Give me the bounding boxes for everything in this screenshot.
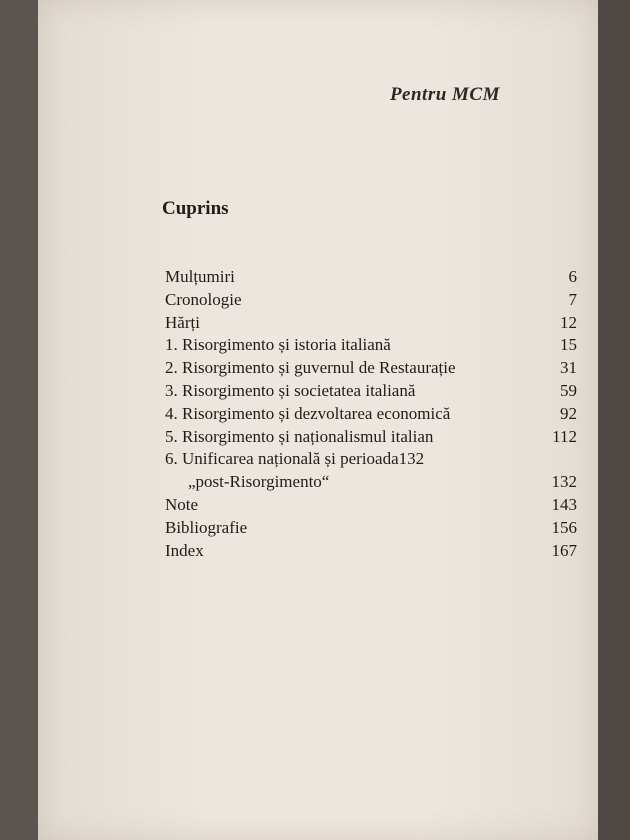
toc-entry-label: 6. Unificarea națională și perioada132 (165, 449, 425, 469)
toc-entry (165, 380, 577, 403)
toc-entry (165, 540, 577, 563)
book-page (38, 0, 598, 840)
toc-entry-page: 167 (551, 540, 577, 560)
toc-entry-page: 31 (560, 358, 577, 378)
toc-entry-page: 112 (552, 426, 577, 446)
toc-entry-page: 92 (560, 403, 577, 423)
toc-entry-page: 7 (568, 289, 577, 309)
toc-entry-label: Bibliografie (165, 517, 248, 537)
toc-entry-label: Hărți (165, 312, 200, 332)
toc-entry-label: 3. Risorgimento și societatea italiană (165, 380, 416, 400)
toc-entry-page: 156 (551, 517, 577, 537)
toc-title: Cuprins (162, 198, 229, 219)
toc-entry (165, 334, 577, 357)
toc-entry (165, 312, 577, 335)
toc-entry-label: 5. Risorgimento și naționalismul italian (165, 426, 434, 446)
toc-entry (165, 266, 577, 289)
toc-entry-label: „post-Risorgimento“ (188, 472, 330, 492)
toc-entry-page: 143 (551, 494, 577, 514)
toc-entry-page: 132 (551, 472, 577, 492)
toc-entry (165, 517, 577, 540)
toc-entry (165, 357, 577, 380)
book-edge (598, 0, 630, 840)
toc-entry-page: 59 (560, 380, 577, 400)
toc-entry (165, 289, 577, 312)
toc-entry-label: 1. Risorgimento și istoria italiană (165, 335, 391, 355)
toc-entry (165, 471, 577, 494)
toc-entry-label: Cronologie (165, 289, 242, 309)
toc-entry-label: Note (165, 494, 199, 514)
toc-entry-page: 15 (560, 335, 577, 355)
toc-entry-label: Index (165, 540, 204, 560)
toc-entry-label: Mulțumiri (165, 267, 235, 286)
toc-entry (165, 494, 577, 517)
toc-entry-page: 12 (560, 312, 577, 332)
toc-entry-page: 6 (568, 267, 577, 286)
dedication: Pentru MCM (389, 84, 500, 105)
toc-entry (165, 426, 577, 449)
toc-entry (165, 403, 577, 426)
toc-entry-label: 2. Risorgimento și guvernul de Restaurație (165, 358, 456, 378)
table-of-contents (165, 266, 577, 562)
toc-entry-label: 4. Risorgimento și dezvoltarea economică (165, 403, 451, 423)
toc-entry (165, 448, 577, 471)
